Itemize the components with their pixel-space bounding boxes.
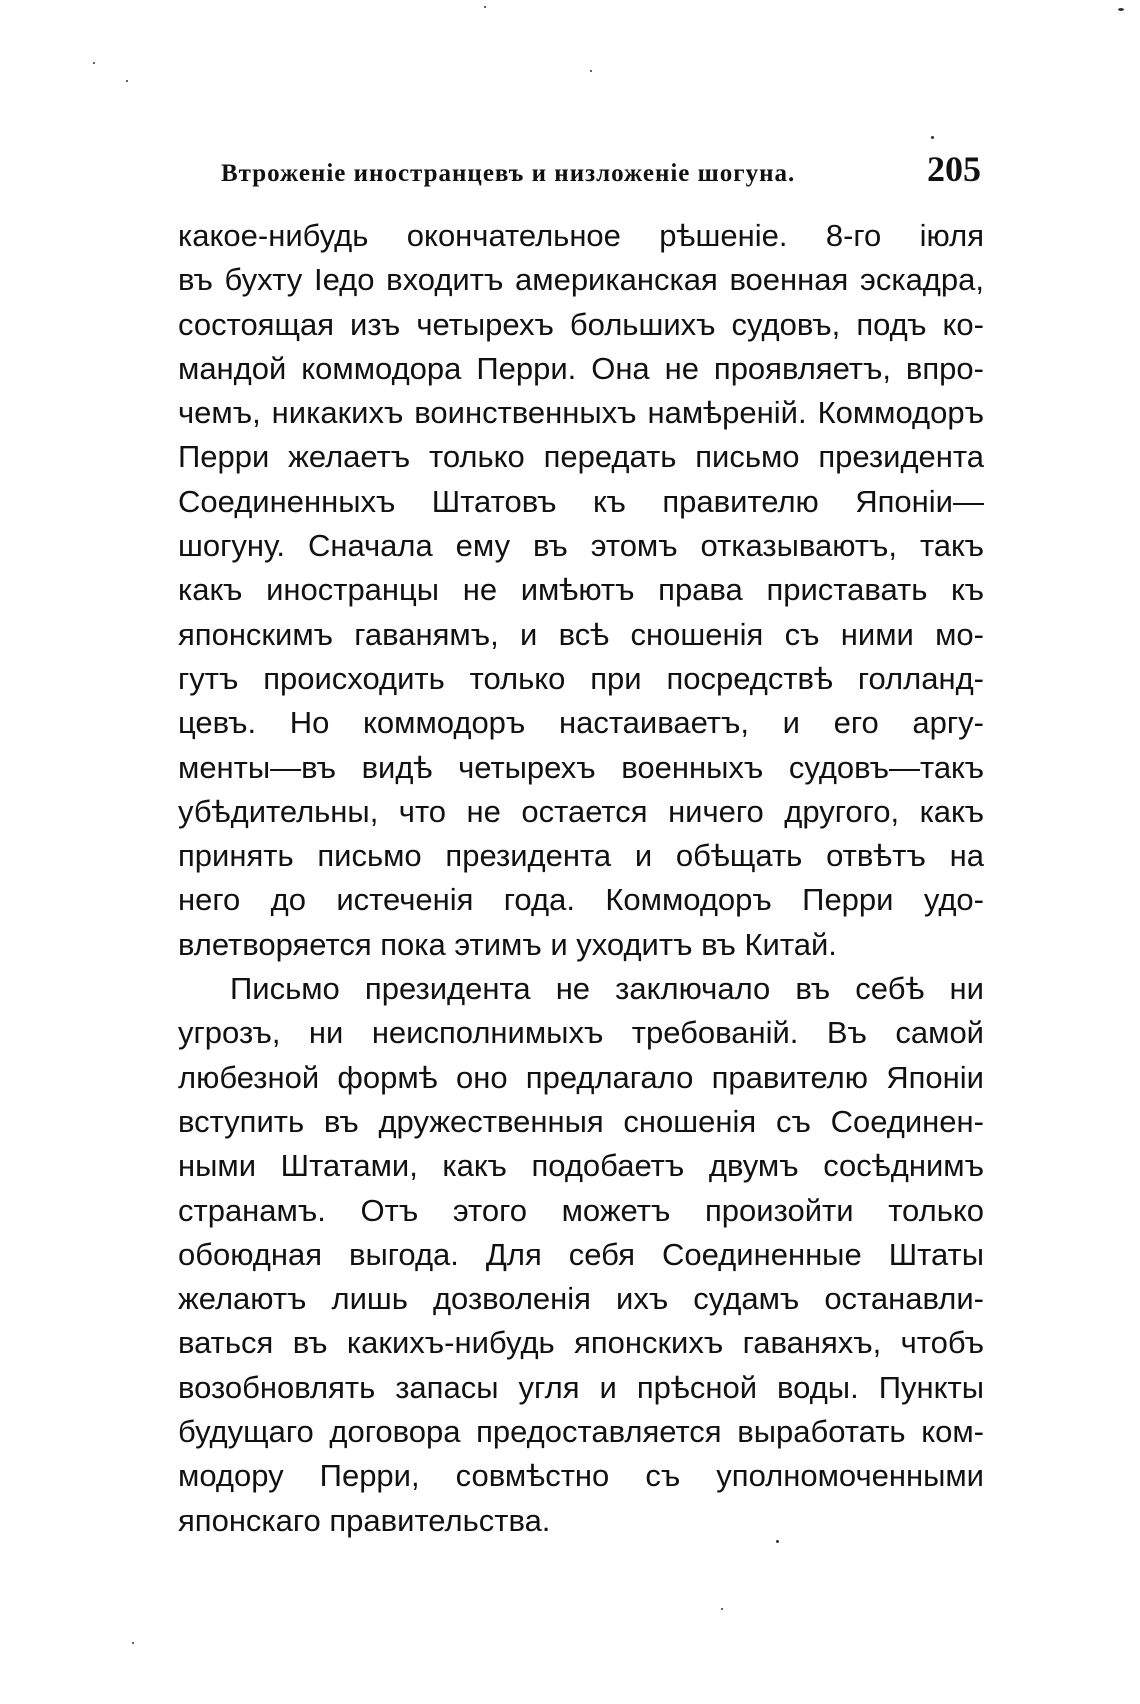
text-line: желаютъ лишь дозволенія ихъ судамъ останавли- (178, 1281, 984, 1317)
text-line: обоюдная выгода. Для себя Соединенные Штаты (178, 1236, 984, 1272)
text-line: Письмо президента не заключало въ себѣ ни (230, 971, 984, 1007)
body-text (178, 214, 984, 1543)
text-line: мандой коммодора Перри. Она не проявляетъ, впро- (178, 350, 984, 386)
paragraph-1 (178, 214, 984, 967)
text-line: возобновлять запасы угля и прѣсной воды. Пункты (178, 1369, 984, 1405)
text-line: въ бухту Іедо входитъ американская военная эскадра, (178, 262, 984, 298)
scan-speck (931, 136, 934, 139)
scan-speck (721, 1608, 723, 1610)
text-line: модору Перри, совмѣстно съ уполномоченными (178, 1458, 984, 1494)
text-line: вступить въ дружественныя сношенія съ Соединен- (178, 1103, 984, 1139)
scan-speck (126, 80, 128, 82)
text-line: состоящая изъ четырехъ большихъ судовъ, подъ ко- (178, 306, 984, 342)
text-line: гутъ происходить только при посредствѣ голланд- (178, 660, 984, 696)
text-line: ными Штатами, какъ подобаетъ двумъ сосѣднимъ (178, 1148, 984, 1184)
scan-speck (1118, 8, 1124, 11)
text-line: менты—въ видѣ четырехъ военныхъ судовъ—такъ (178, 749, 984, 785)
scan-speck (93, 62, 95, 64)
page-number: 205 (927, 149, 981, 189)
text-line: ваться въ какихъ-нибудь японскихъ гаваняхъ, чтобъ (178, 1325, 984, 1361)
text-line: него до истеченія года. Коммодоръ Перри удо- (178, 882, 984, 918)
scan-speck (484, 6, 486, 8)
scan-speck (132, 1642, 134, 1644)
text-line: цевъ. Но коммодоръ настаиваетъ, и его аргу- (178, 705, 984, 741)
text-line: японскимъ гаванямъ, и всѣ сношенія съ ними мо- (178, 616, 984, 652)
text-line: странамъ. Отъ этого можетъ произойти только (178, 1192, 984, 1228)
text-line: какое-нибудь окончательное рѣшеніе. 8-го іюля (178, 218, 984, 253)
text-line: угрозъ, ни неисполнимыхъ требованій. Въ самой (178, 1015, 984, 1051)
scan-speck (590, 70, 592, 72)
text-line: любезной формѣ оно предлагало правителю Японіи (178, 1059, 984, 1095)
text-line: Соединенныхъ Штатовъ къ правителю Японіи— (178, 483, 984, 519)
text-line: влетворяется пока этимъ и уходитъ въ Китай. (178, 926, 837, 962)
text-line: какъ иностранцы не имѣютъ права приставать къ (178, 572, 984, 608)
running-title: Втроженіе иностранцевъ и низложеніе шогуна. (221, 160, 796, 187)
page-header (221, 148, 981, 196)
paragraph-2 (178, 967, 984, 1543)
text-line: Перри желаетъ только передать письмо президента (178, 439, 984, 475)
text-line: чемъ, никакихъ воинственныхъ намѣреній. Коммодоръ (178, 395, 984, 431)
text-line: принять письмо президента и обѣщать отвѣтъ на (178, 838, 984, 874)
text-line: японскаго правительства. (178, 1502, 551, 1538)
text-line: будущаго договора предоставляется выработать ком- (178, 1414, 984, 1450)
text-line: убѣдительны, что не остается ничего другого, какъ (178, 793, 984, 829)
text-line: шогуну. Сначала ему въ этомъ отказываютъ, такъ (178, 528, 984, 564)
